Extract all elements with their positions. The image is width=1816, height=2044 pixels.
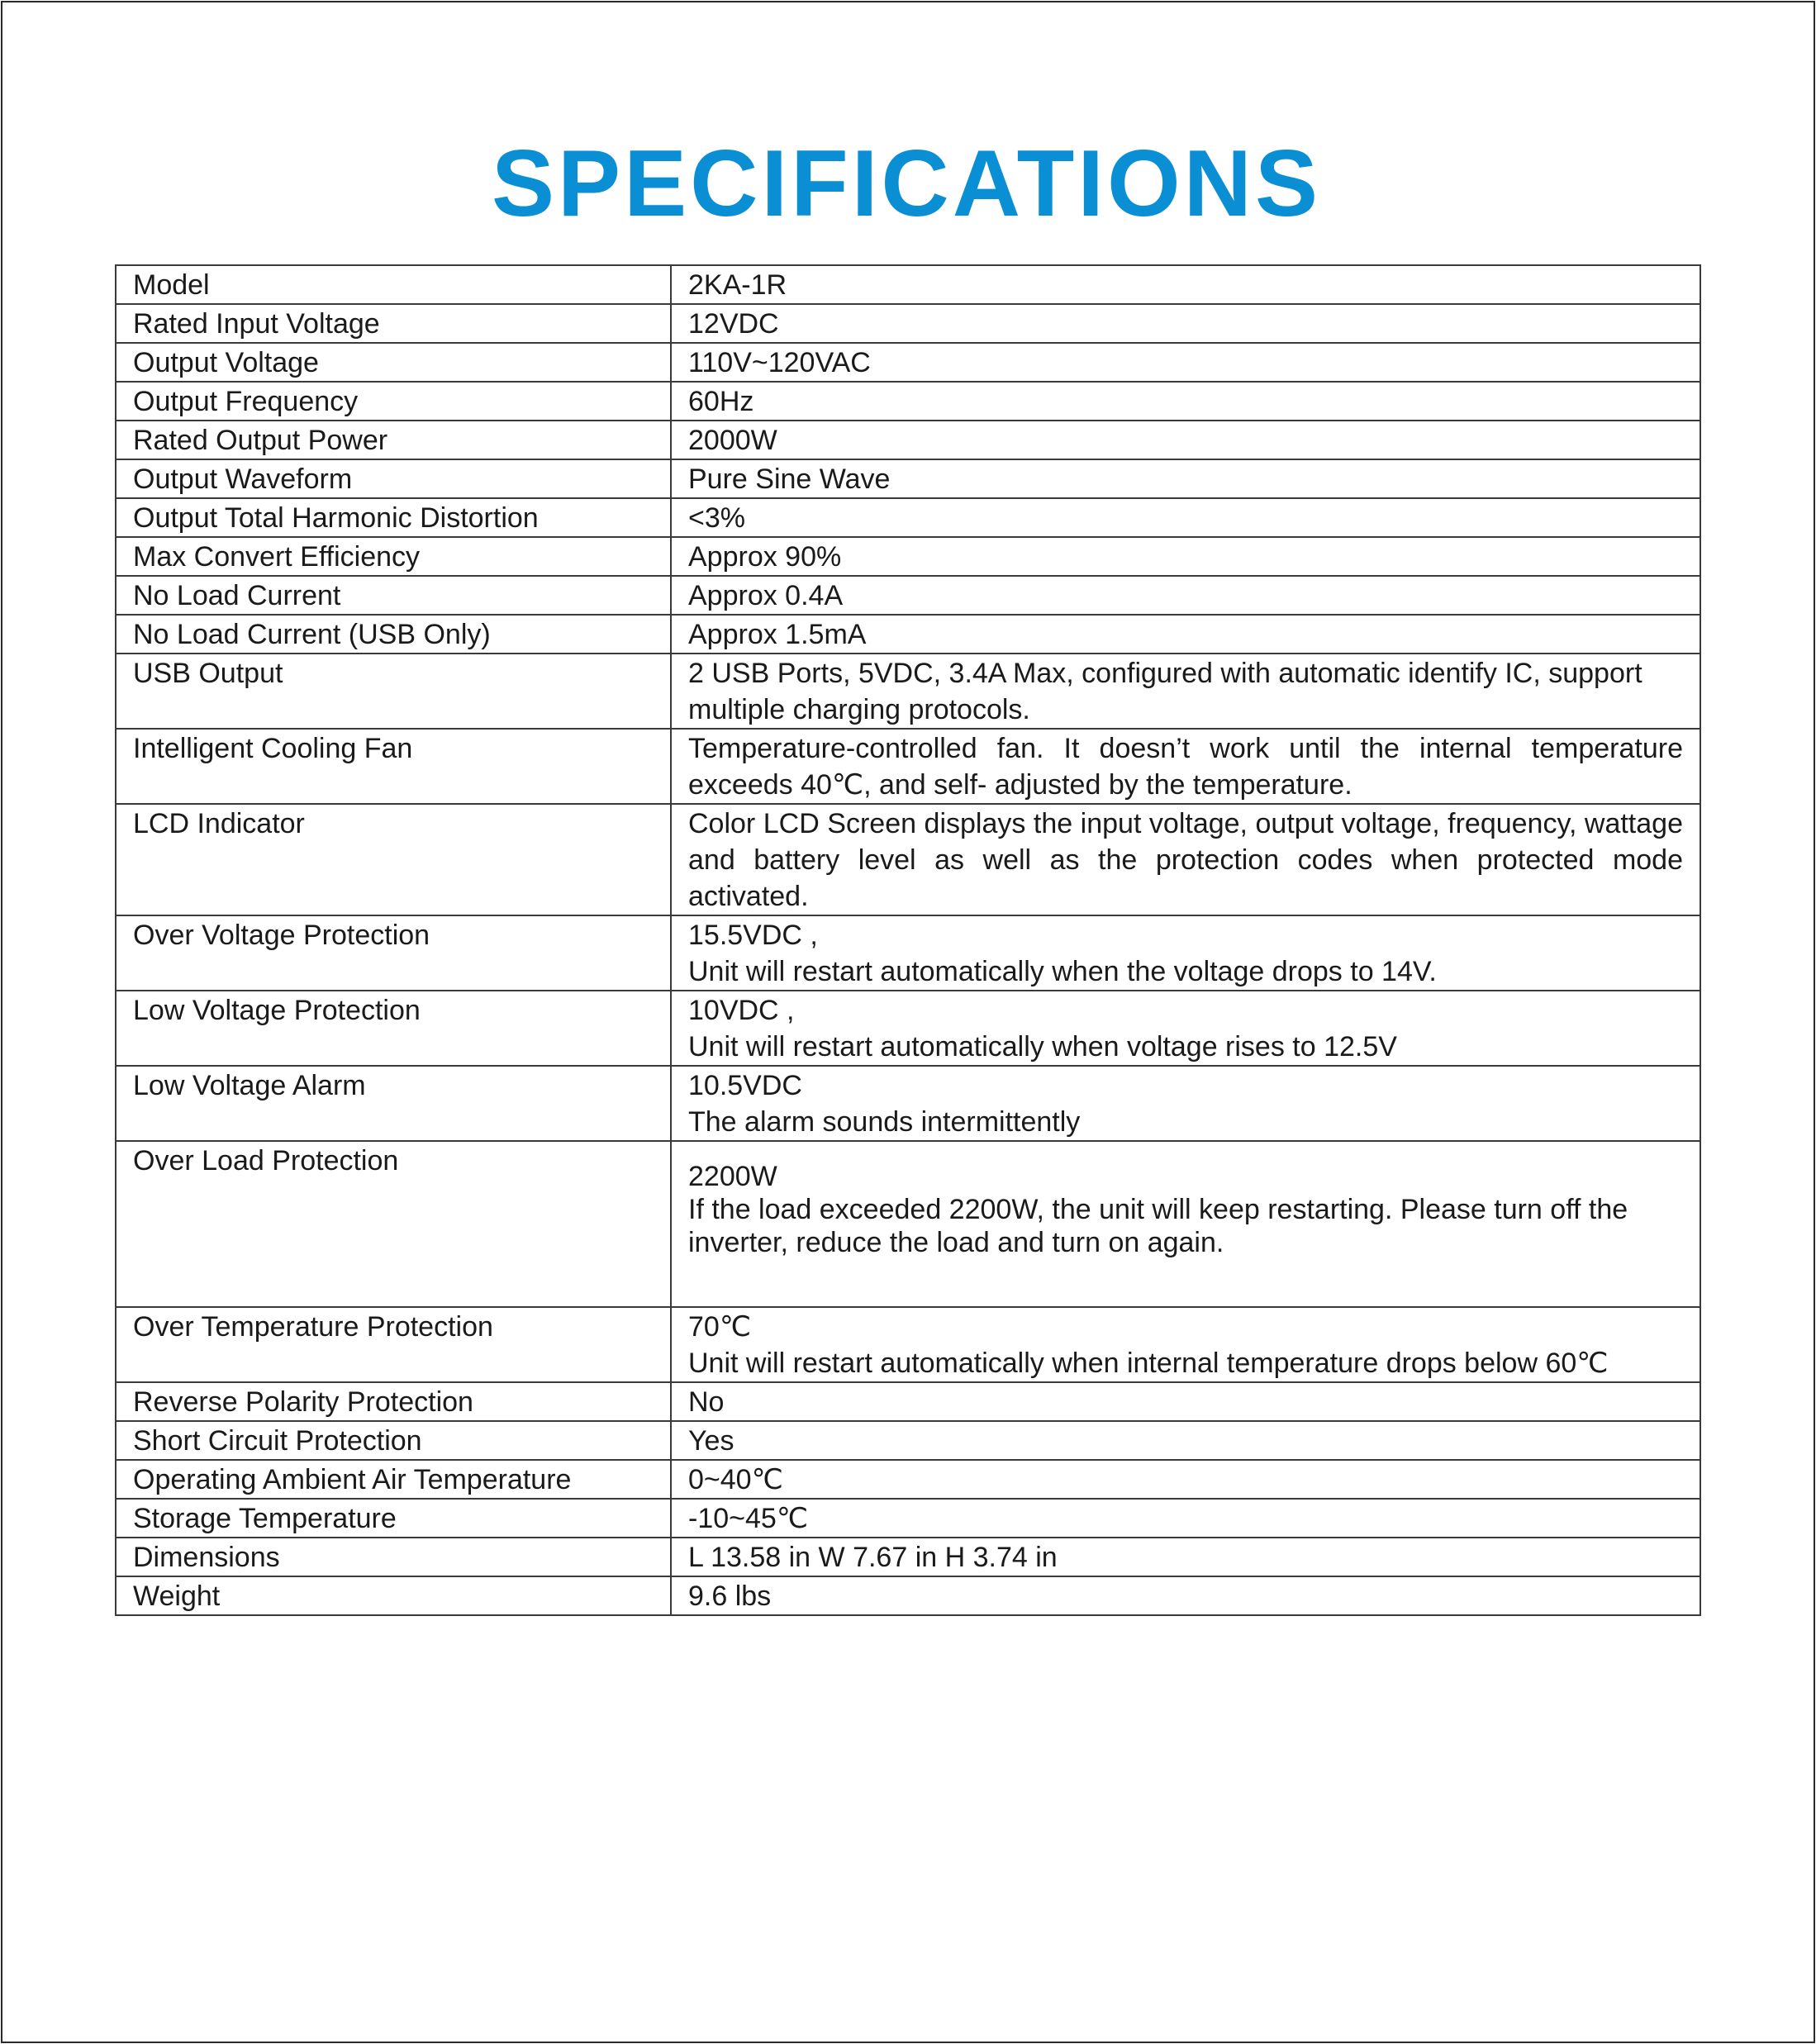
spec-value — [671, 265, 1700, 304]
spec-value-line: If the load exceeded 2200W, the unit will keep restarting. Please turn off the inverter, reduce the load and turn on again. — [688, 1194, 1628, 1258]
spec-value — [671, 804, 1700, 915]
spec-value — [671, 991, 1700, 1066]
spec-value-line: 60Hz — [688, 386, 754, 417]
spec-value-line: -10~45℃ — [688, 1503, 808, 1534]
table-row — [116, 1382, 1700, 1421]
table-row — [116, 1460, 1700, 1499]
spec-value — [671, 1460, 1700, 1499]
table-row — [116, 1066, 1700, 1141]
spec-label: Rated Input Voltage — [116, 304, 671, 343]
table-row — [116, 991, 1700, 1066]
spec-label: Output Waveform — [116, 459, 671, 498]
spec-value — [671, 459, 1700, 498]
spec-value — [671, 343, 1700, 382]
spec-label: Dimensions — [116, 1538, 671, 1576]
table-row — [116, 265, 1700, 304]
spec-label: Storage Temperature — [116, 1499, 671, 1538]
spec-value-line: Pure Sine Wave — [688, 463, 891, 495]
page-title: SPECIFICATIONS — [492, 131, 1321, 236]
spec-value-line: Approx 90% — [688, 541, 842, 573]
table-row — [116, 1141, 1700, 1307]
spec-label: No Load Current — [116, 576, 671, 615]
spec-value — [671, 421, 1700, 459]
spec-value-line: <3% — [688, 502, 745, 534]
table-row — [116, 729, 1700, 804]
spec-label: Over Voltage Protection — [116, 915, 671, 991]
spec-label: Short Circuit Protection — [116, 1421, 671, 1460]
table-row — [116, 576, 1700, 615]
spec-value-line: Yes — [688, 1425, 734, 1457]
spec-label: LCD Indicator — [116, 804, 671, 915]
table-row — [116, 1499, 1700, 1538]
spec-value — [671, 1141, 1700, 1307]
table-row — [116, 343, 1700, 382]
spec-value — [671, 576, 1700, 615]
spec-value-line: 0~40℃ — [688, 1464, 783, 1495]
specifications-table-body — [116, 265, 1700, 1615]
spec-value-line: 12VDC — [688, 308, 779, 340]
spec-value — [671, 1307, 1700, 1382]
table-row — [116, 498, 1700, 537]
spec-value-line: 2 USB Ports, 5VDC, 3.4A Max, configured with automatic identify IC, support multiple charging protocols. — [688, 658, 1642, 725]
spec-value-line: 10.5VDC — [688, 1070, 802, 1101]
spec-value — [671, 915, 1700, 991]
spec-value-line: Unit will restart automatically when internal temperature drops below 60℃ — [688, 1348, 1609, 1379]
spec-label: Intelligent Cooling Fan — [116, 729, 671, 804]
spec-value-line: No — [688, 1386, 725, 1418]
spec-value — [671, 1066, 1700, 1141]
spec-value-line: The alarm sounds intermittently — [688, 1106, 1081, 1138]
spec-value-line: Color LCD Screen displays the input voltage, output voltage, frequency, wattage and battery level as well as the protection codes when protected mode activated. — [688, 808, 1683, 912]
table-row — [116, 304, 1700, 343]
table-row — [116, 1538, 1700, 1576]
spec-value-line: Approx 1.5mA — [688, 619, 867, 650]
spec-label: Over Load Protection — [116, 1141, 671, 1307]
table-row — [116, 804, 1700, 915]
spec-value — [671, 615, 1700, 654]
spec-label: Output Frequency — [116, 382, 671, 421]
spec-value — [671, 729, 1700, 804]
spec-label: Over Temperature Protection — [116, 1307, 671, 1382]
spec-value — [671, 382, 1700, 421]
spec-value-line: Unit will restart automatically when voltage rises to 12.5V — [688, 1031, 1397, 1062]
table-row — [116, 915, 1700, 991]
spec-value — [671, 304, 1700, 343]
spec-value — [671, 654, 1700, 729]
spec-label: USB Output — [116, 654, 671, 729]
spec-label: No Load Current (USB Only) — [116, 615, 671, 654]
spec-value — [671, 1538, 1700, 1576]
table-row — [116, 654, 1700, 729]
spec-label: Reverse Polarity Protection — [116, 1382, 671, 1421]
table-row — [116, 1421, 1700, 1460]
spec-label: Low Voltage Alarm — [116, 1066, 671, 1141]
spec-value — [671, 1499, 1700, 1538]
spec-value — [671, 1576, 1700, 1615]
table-row — [116, 1307, 1700, 1382]
spec-value-line: 70℃ — [688, 1311, 752, 1343]
spec-label: Rated Output Power — [116, 421, 671, 459]
table-row — [116, 459, 1700, 498]
spec-value — [671, 498, 1700, 537]
spec-value-line: Approx 0.4A — [688, 580, 844, 611]
table-row — [116, 1576, 1700, 1615]
spec-label: Weight — [116, 1576, 671, 1615]
spec-value-line: 2200W — [688, 1161, 777, 1192]
spec-value-line: Temperature-controlled fan. It doesn’t work until the internal temperature exceeds 40℃, and self- adjusted by the temperature. — [688, 733, 1683, 801]
spec-label: Low Voltage Protection — [116, 991, 671, 1066]
spec-value — [671, 537, 1700, 576]
spec-value-line: L 13.58 in W 7.67 in H 3.74 in — [688, 1542, 1058, 1573]
spec-value-line: 15.5VDC , — [688, 920, 818, 951]
spec-value-line: 2KA-1R — [688, 269, 787, 301]
table-row — [116, 615, 1700, 654]
spec-label: Operating Ambient Air Temperature — [116, 1460, 671, 1499]
specifications-table — [115, 264, 1701, 1616]
spec-value — [671, 1382, 1700, 1421]
spec-value-line: 110V~120VAC — [688, 347, 871, 378]
spec-value-line: 9.6 lbs — [688, 1581, 772, 1612]
table-row — [116, 537, 1700, 576]
table-row — [116, 382, 1700, 421]
spec-label: Output Voltage — [116, 343, 671, 382]
spec-value-line: Unit will restart automatically when the voltage drops to 14V. — [688, 956, 1437, 987]
spec-value-line: 10VDC , — [688, 995, 795, 1026]
spec-label: Output Total Harmonic Distortion — [116, 498, 671, 537]
spec-label: Max Convert Efficiency — [116, 537, 671, 576]
spec-value — [671, 1421, 1700, 1460]
spec-value-line: 2000W — [688, 425, 777, 456]
spec-label: Model — [116, 265, 671, 304]
table-row — [116, 421, 1700, 459]
